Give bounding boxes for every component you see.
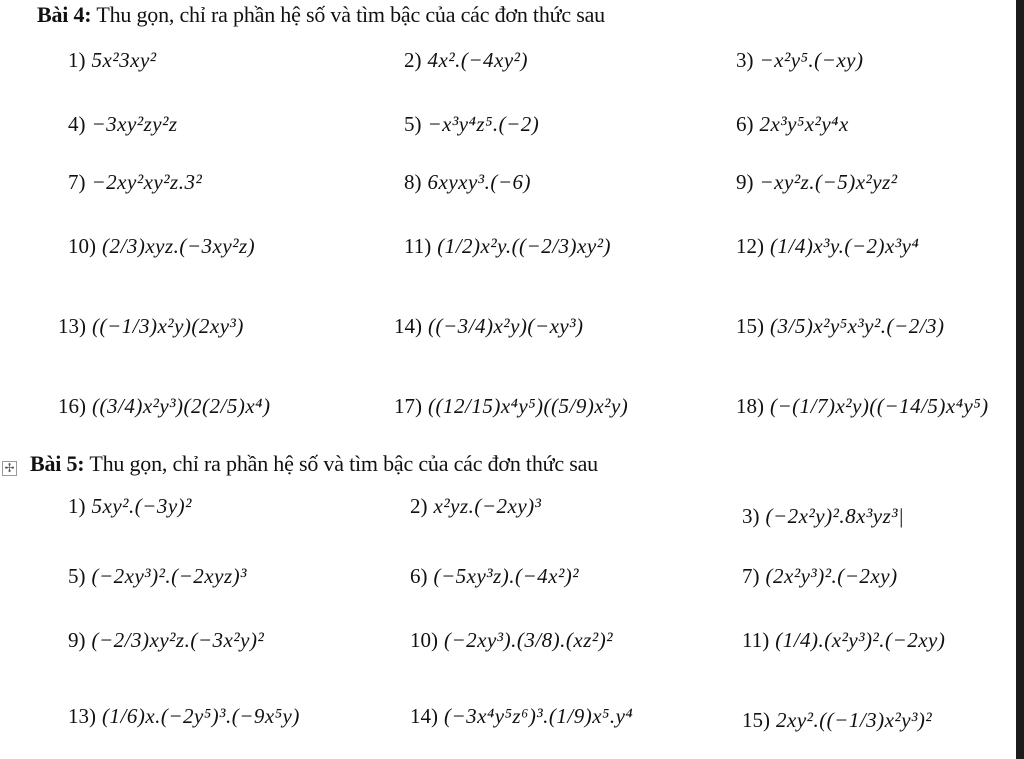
- bai5-item-9: 9) (−2/3)xy²z.(−3x²y)²: [68, 627, 265, 652]
- bai5-heading: [30, 451, 598, 477]
- bai5-item-1: 1) 5xy².(−3y)²: [68, 493, 192, 518]
- bai4-item-7: 7) −2xy²xy²z.3²: [68, 169, 203, 194]
- bai4-label: Bài 4:: [37, 2, 92, 27]
- bai5-item-3: 3) (−2x²y)².8x³yz³|: [742, 503, 905, 528]
- bai4-item-15: 15) (3/5)x²y⁵x³y².(−2/3): [736, 313, 945, 338]
- bai4-item-17: 17) ((12/15)x⁴y⁵)((5/9)x²y): [394, 393, 629, 418]
- bai5-item-11: 11) (1/4).(x²y³)².(−2xy): [742, 627, 946, 652]
- bai5-item-6: 6) (−5xy³z).(−4x²)²: [410, 563, 580, 588]
- bai5-item-15: 15) 2xy².((−1/3)x²y³)²: [742, 707, 933, 732]
- bai4-item-5: 5) −x³y⁴z⁵.(−2): [404, 111, 540, 136]
- move-anchor-icon[interactable]: ✢: [2, 461, 17, 476]
- bai4-item-2: 2) 4x².(−4xy²): [404, 47, 528, 72]
- bai4-item-3: 3) −x²y⁵.(−xy): [736, 47, 864, 72]
- bai4-item-16: 16) ((3/4)x²y³)(2(2/5)x⁴): [58, 393, 271, 418]
- bai4-item-8: 8) 6xyxy³.(−6): [404, 169, 531, 194]
- bai4-item-10: 10) (2/3)xyz.(−3xy²z): [68, 233, 256, 258]
- bai5-text: Thu gọn, chỉ ra phần hệ số và tìm bậc của các đơn thức sau: [89, 451, 598, 476]
- bai4-item-9: 9) −xy²z.(−5)x²yz²: [736, 169, 898, 194]
- bai4-item-11: 11) (1/2)x²y.((−2/3)xy²): [404, 233, 611, 258]
- bai5-item-2: 2) x²yz.(−2xy)³: [410, 493, 542, 518]
- bai4-item-13: 13) ((−1/3)x²y)(2xy³): [58, 313, 244, 338]
- bai4-heading: [37, 2, 605, 28]
- bai5-label: Bài 5:: [30, 451, 85, 476]
- right-edge-bar: [1016, 0, 1024, 759]
- bai5-item-14: 14) (−3x⁴y⁵z⁶)³.(1/9)x⁵.y⁴: [410, 703, 634, 728]
- bai4-item-1: 1) 5x²3xy²: [68, 47, 157, 72]
- bai5-item-13: 13) (1/6)x.(−2y⁵)³.(−9x⁵y): [68, 703, 300, 728]
- bai4-item-18: 18) (−(1/7)x²y)((−14/5)x⁴y⁵): [736, 393, 989, 418]
- bai4-item-12: 12) (1/4)x³y.(−2)x³y⁴: [736, 233, 920, 258]
- bai4-item-4: 4) −3xy²zy²z: [68, 111, 178, 136]
- bai4-text: Thu gọn, chỉ ra phần hệ số và tìm bậc của các đơn thức sau: [96, 2, 605, 27]
- bai4-item-6: 6) 2x³y⁵x²y⁴x: [736, 111, 849, 136]
- bai5-item-7: 7) (2x²y³)².(−2xy): [742, 563, 898, 588]
- bai5-item-10: 10) (−2xy³).(3/8).(xz²)²: [410, 627, 613, 652]
- bai5-item-5: 5) (−2xy³)².(−2xyz)³: [68, 563, 247, 588]
- bai4-item-14: 14) ((−3/4)x²y)(−xy³): [394, 313, 584, 338]
